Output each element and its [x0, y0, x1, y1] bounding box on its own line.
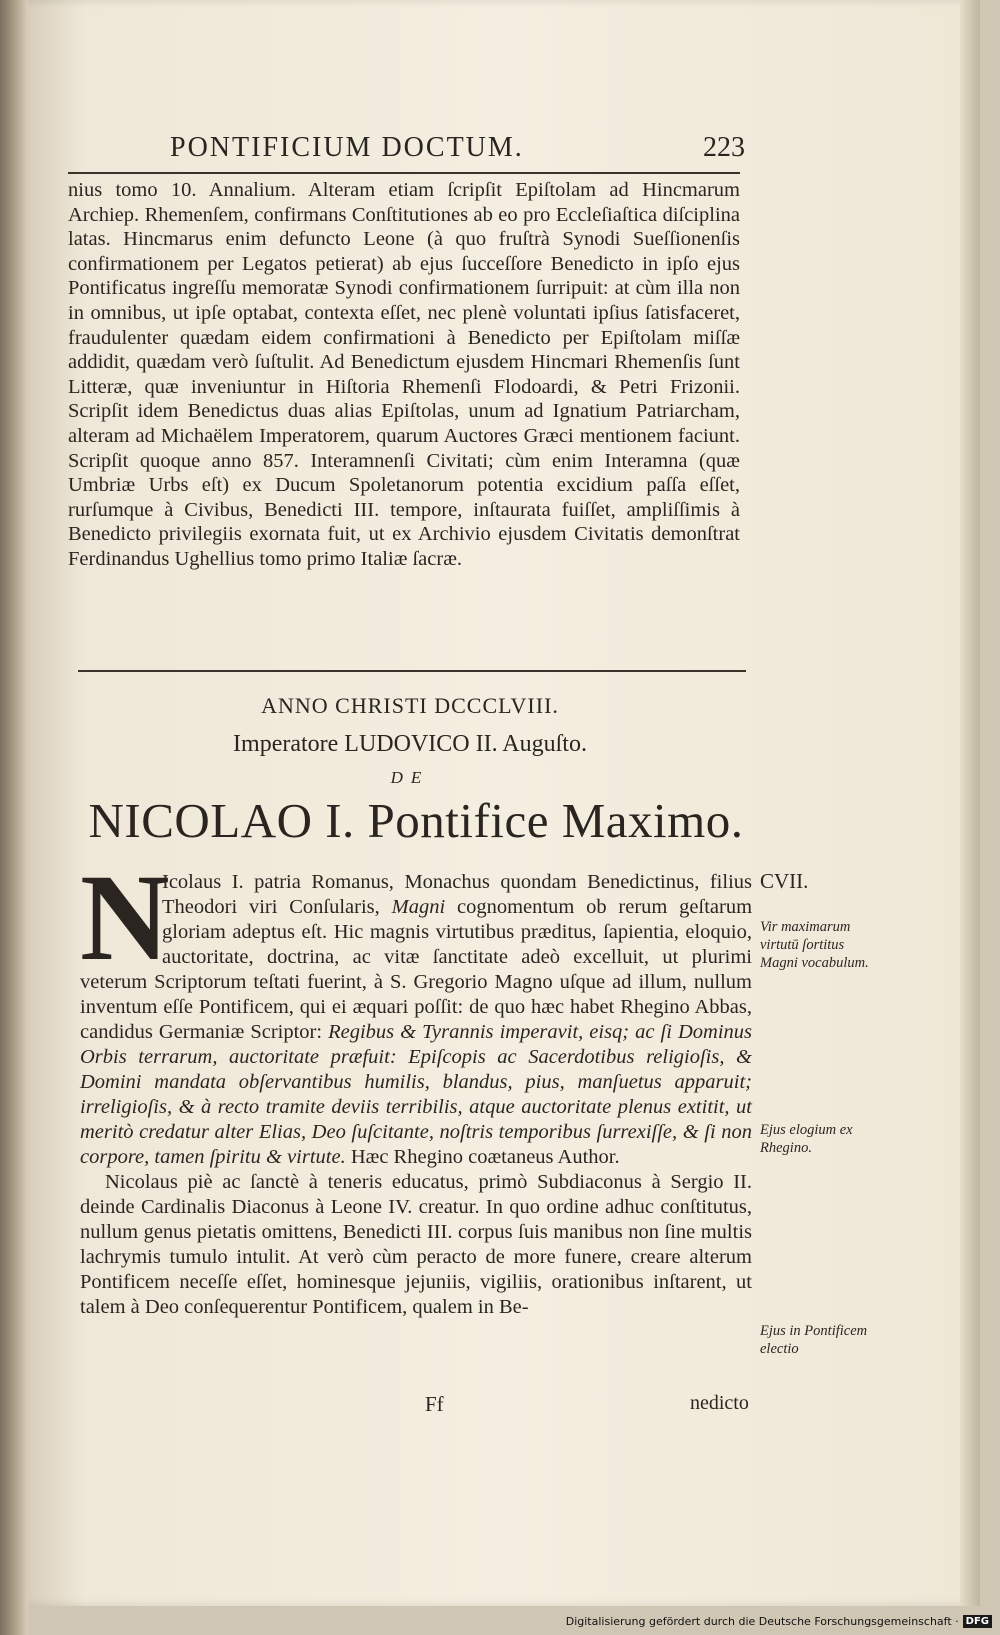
footer-credit [566, 1611, 992, 1631]
drop-cap-space [80, 870, 162, 966]
heading-de: DE [390, 768, 430, 787]
heading-anno: ANNO CHRISTI DCCCLVIII. [261, 693, 559, 718]
margin-number: CVII. [760, 869, 809, 893]
paragraph-1 [80, 849, 753, 1170]
margin-note-1: Vir maximarum virtutū ſortitus Magni vocabulum. [760, 919, 869, 971]
p1-part-d: Hæc Rhegino coætaneus Author. [350, 1146, 620, 1168]
continued-paragraph: nius tomo 10. Annalium. Alteram etiam ſcripſit Epiſtolam ad Hincmarum Archiep. Rhemenſem, confirmans Conſtitutiones ab eo pro Eccleſiaſtica diſciplina latas. Hincmarus enim defuncto Leone (à quo fruſtrà Synodi Sueſſionenſis confirmationem per Legatos petierat) ab ejus ſucceſſore Benedicto in ipſo ejus Pontificatus ingreſſu memoratæ Synodi confirmationem ſurripuit: at cùm illa non in omnibus, ut ipſe optabat, contexta eſſet, nec plenè voluntati ipſius ſatisfaceret, fraudulenter quædam eidem confirmationi à Benedicto per Epiſtolam miſſæ addidit, quædam verò ſuſtulit. Ad Benedictum ejusdem Hincmari Rhemenſis ſunt Litteræ, quæ inveniuntur in Hiſtoria Rhemenſi Flodoardi, & Petri Frizonii. Scripſit idem Benedictus duas alias Epiſtolas, unum ad Ignatium Patriarcham, alteram ad Michaëlem Imperatorem, quarum Auctores Græci mentionem faciunt. Scripſit quoque anno 857. Interamnenſi Civitati; cùm enim Interamna (quæ Umbriæ Urbs eſt) ex Ducum Spoletanorum potentia excidium paſſa eſſet, rurſumque à Civibus, Benedicti III. tempore, inſtaurata fuiſſet, ampliſſimis à Benedicto privilegiis exornata fuit, ut ex Archivio ejusdem Civitatis demonſtrat Ferdinandus Ughellius tomo primo Italiæ ſacræ. [68, 179, 740, 570]
margin-note-3: Ejus in Pontificem electio [760, 1323, 868, 1357]
page-edge [960, 0, 980, 1606]
dfg-logo: DFG [963, 1615, 992, 1628]
running-head [170, 132, 745, 164]
signature-mark: Ff [425, 1392, 444, 1416]
p1-magni: Magni [391, 896, 446, 918]
book-spine [0, 0, 28, 1635]
page-number: 223 [703, 132, 745, 163]
footer-text: Digitalisierung gefördert durch die Deutsche Forschungsgemeinschaft · [565, 1614, 959, 1628]
margin-note-2: Ejus elogium ex Rhegino. [760, 1122, 853, 1156]
paragraph-2: Nicolaus piè ac ſanctè à teneris educatus, primò Subdiaconus à Sergio II. deinde Cardinalis Diaconus à Leone IV. creatur. In quo ordine adhuc conſtitutus, nullum genus pietatis omittens, Benedicti III. corpus ſuis manibus non ſine multis lachrymis tumulo intulit. At verò cùm peracto de more funere, creare alterum Pontificem neceſſe eſſet, hominesque jejuniis, vigiliis, orationibus inſtarent, ut talem à Deo conſequerentur Pontificem, qualem in Be- [80, 1171, 752, 1318]
section-rule [78, 670, 746, 672]
p1-quote: Regibus & Tyrannis imperavit, eisq; ac ſi Dominus Orbis terrarum, auctoritate præfuit: Epiſcopis ac Sacerdotibus religioſis, & Domini mandata obſervantibus humilis, blandus, pius, manſuetus apparuit; irreligioſis, & à recto tramite deviis terribilis, atque auctoritate plenus extitit, ut meritò credatur alter Elias, Deo ſuſcitante, noſtris temporibus ſurrexiſſe, & ſi non corpore, tamen ſpiritu & virtute. [80, 1021, 752, 1168]
p1-part-a: Icolaus I. patria Romanus, Monachus quondam Benedictinus, filius Theodori viri Conſularis, [162, 871, 752, 918]
header-rule [68, 172, 740, 174]
chapter-title: NICOLAO I. Pontifice Maximo. [88, 793, 744, 848]
p1-part-c: cognomentum ob rerum geſtarum gloriam adeptus eſt. Hic magnis virtutibus præditus, ſapientia, eloquio, auctoritate, doctrina, ac vitæ ſanctitate adeò excelluit, ut plurimi veterum Scriptorum teſtati fuerint, à S. Gregorio Magno uſque ad illum, nullum inventum eſſe Pontificem, qui ei æquari poſſit: de quo hæc habet Rhegino Abbas, candidus Germaniæ Scriptor: [80, 896, 753, 1043]
drop-cap: N [80, 849, 170, 986]
running-head-title: PONTIFICIUM DOCTUM. [170, 132, 524, 163]
chapter-text [80, 849, 753, 1320]
continued-text [68, 178, 740, 572]
catchword: nedicto [690, 1392, 749, 1414]
heading-imperatore: Imperatore LUDOVICO II. Auguſto. [233, 731, 587, 757]
